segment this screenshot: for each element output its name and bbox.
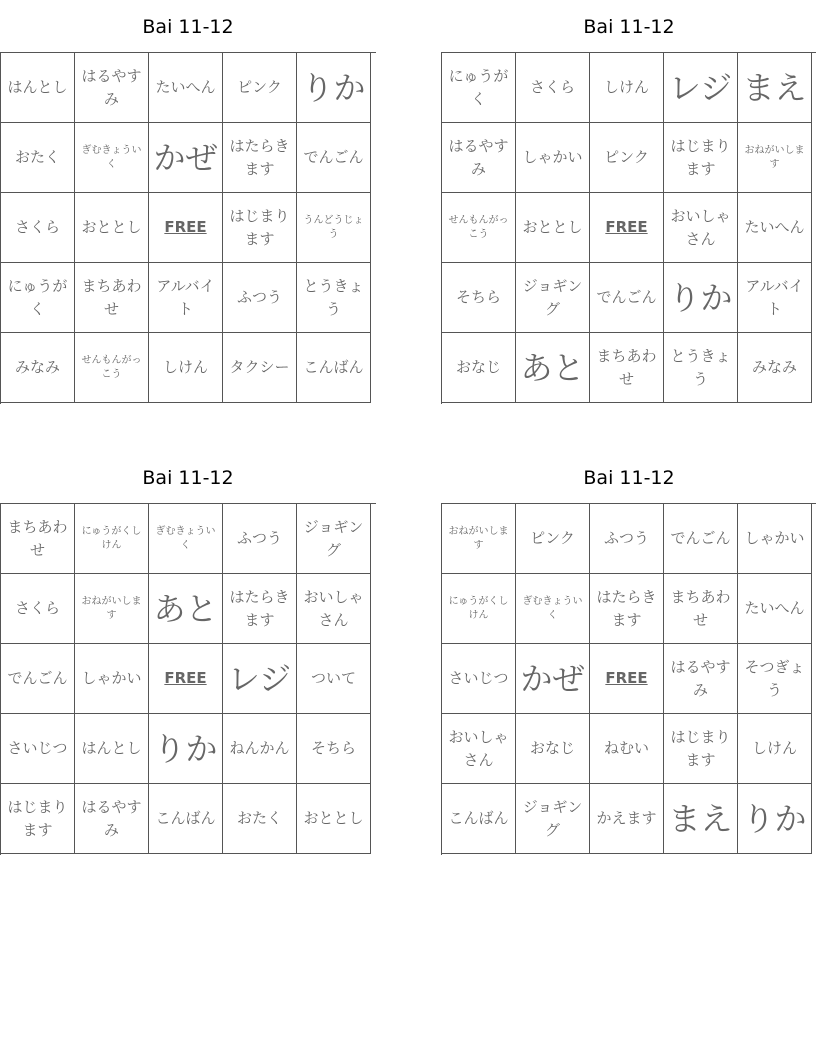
bingo-cell: しゃかい <box>75 644 149 714</box>
bingo-cell: せんもんがっこう <box>75 333 149 403</box>
free-space: FREE <box>149 644 223 714</box>
bingo-cell: ジョギング <box>516 784 590 854</box>
bingo-cell: とうきょう <box>664 333 738 403</box>
bingo-cell: かぜ <box>149 123 223 193</box>
bingo-cell: ふつう <box>590 504 664 574</box>
bingo-cell: おなじ <box>442 333 516 403</box>
bingo-cell: さいじつ <box>1 714 75 784</box>
bingo-cell: はるやすみ <box>75 53 149 123</box>
bingo-cell: おいしゃさん <box>297 574 371 644</box>
bingo-cell: ねんかん <box>223 714 297 784</box>
bingo-cell: りか <box>149 714 223 784</box>
bingo-cell: そつぎょう <box>738 644 812 714</box>
bingo-cell: にゅうがく <box>1 263 75 333</box>
bingo-grid <box>441 503 816 855</box>
bingo-cell: りか <box>664 263 738 333</box>
bingo-cell: さくら <box>516 53 590 123</box>
bingo-cell: さいじつ <box>442 644 516 714</box>
bingo-cell: ジョギング <box>516 263 590 333</box>
bingo-cell: ふつう <box>223 504 297 574</box>
free-space: FREE <box>590 644 664 714</box>
bingo-cell: ねむい <box>590 714 664 784</box>
bingo-cell: りか <box>297 53 371 123</box>
bingo-cell: アルバイト <box>149 263 223 333</box>
card-title: Bai 11-12 <box>583 467 675 489</box>
card-title: Bai 11-12 <box>142 16 234 38</box>
bingo-cell: おととし <box>75 193 149 263</box>
bingo-cell: しけん <box>590 53 664 123</box>
bingo-cell: はるやすみ <box>664 644 738 714</box>
bingo-cell: かぜ <box>516 644 590 714</box>
bingo-cell: まちあわせ <box>1 504 75 574</box>
bingo-cell: おととし <box>297 784 371 854</box>
bingo-cell: はたらきます <box>223 123 297 193</box>
bingo-cell: そちら <box>442 263 516 333</box>
bingo-cell: でんごん <box>1 644 75 714</box>
free-space: FREE <box>590 193 664 263</box>
bingo-cell: しけん <box>149 333 223 403</box>
bingo-cell: おととし <box>516 193 590 263</box>
bingo-cell: おねがいします <box>738 123 812 193</box>
bingo-cell: しゃかい <box>738 504 812 574</box>
bingo-cell: はじまります <box>1 784 75 854</box>
bingo-cell: おねがいします <box>75 574 149 644</box>
bingo-cell: こんばん <box>149 784 223 854</box>
bingo-cell: りか <box>738 784 812 854</box>
bingo-cell: こんばん <box>297 333 371 403</box>
bingo-cell: みなみ <box>738 333 812 403</box>
bingo-cell: でんごん <box>590 263 664 333</box>
bingo-cell: そちら <box>297 714 371 784</box>
bingo-cell: まちあわせ <box>590 333 664 403</box>
bingo-cell: にゅうがくしけん <box>442 574 516 644</box>
bingo-grid <box>0 503 376 855</box>
bingo-cell: レジ <box>664 53 738 123</box>
bingo-card-4 <box>441 463 816 839</box>
bingo-cell: しゃかい <box>516 123 590 193</box>
bingo-card-2 <box>441 12 816 388</box>
bingo-cell: はるやすみ <box>442 123 516 193</box>
bingo-cell: ふつう <box>223 263 297 333</box>
bingo-cell: ぎむきょういく <box>516 574 590 644</box>
bingo-cell: ぎむきょういく <box>75 123 149 193</box>
bingo-grid <box>441 52 816 404</box>
free-space: FREE <box>149 193 223 263</box>
bingo-cell: さくら <box>1 574 75 644</box>
bingo-cell: レジ <box>223 644 297 714</box>
bingo-cell: おたく <box>1 123 75 193</box>
bingo-cell: はたらきます <box>223 574 297 644</box>
bingo-cell: こんばん <box>442 784 516 854</box>
bingo-cell: しけん <box>738 714 812 784</box>
bingo-cell: まえ <box>664 784 738 854</box>
bingo-cell: ついて <box>297 644 371 714</box>
bingo-cell: まちあわせ <box>664 574 738 644</box>
bingo-cell: たいへん <box>149 53 223 123</box>
bingo-cell: はんとし <box>75 714 149 784</box>
bingo-cell: タクシー <box>223 333 297 403</box>
bingo-cell: はじまります <box>664 123 738 193</box>
bingo-cell: まえ <box>738 53 812 123</box>
bingo-cell: たいへん <box>738 193 812 263</box>
bingo-cell: ピンク <box>516 504 590 574</box>
bingo-cell: みなみ <box>1 333 75 403</box>
bingo-cell: にゅうがくしけん <box>75 504 149 574</box>
bingo-cell: まちあわせ <box>75 263 149 333</box>
bingo-cell: うんどうじょう <box>297 193 371 263</box>
bingo-cell: アルバイト <box>738 263 812 333</box>
bingo-cell: あと <box>516 333 590 403</box>
bingo-cell: ジョギング <box>297 504 371 574</box>
bingo-cell: おいしゃさん <box>442 714 516 784</box>
bingo-cell: さくら <box>1 193 75 263</box>
card-title: Bai 11-12 <box>583 16 675 38</box>
bingo-cell: おねがいします <box>442 504 516 574</box>
bingo-cell: はんとし <box>1 53 75 123</box>
bingo-cell: はじまります <box>223 193 297 263</box>
bingo-cell: はるやすみ <box>75 784 149 854</box>
bingo-cell: はたらきます <box>590 574 664 644</box>
bingo-cell: あと <box>149 574 223 644</box>
bingo-cell: ピンク <box>590 123 664 193</box>
bingo-card-1 <box>0 12 376 380</box>
bingo-cell: たいへん <box>738 574 812 644</box>
bingo-cell: おなじ <box>516 714 590 784</box>
bingo-cell: ピンク <box>223 53 297 123</box>
bingo-cell: かえます <box>590 784 664 854</box>
bingo-card-3 <box>0 463 376 839</box>
bingo-cell: おいしゃさん <box>664 193 738 263</box>
card-title: Bai 11-12 <box>142 467 234 489</box>
bingo-cell: せんもんがっこう <box>442 193 516 263</box>
bingo-cell: でんごん <box>297 123 371 193</box>
bingo-grid <box>0 52 376 404</box>
bingo-cell: ぎむきょういく <box>149 504 223 574</box>
bingo-cell: はじまります <box>664 714 738 784</box>
bingo-cell: とうきょう <box>297 263 371 333</box>
bingo-cell: おたく <box>223 784 297 854</box>
bingo-cell: でんごん <box>664 504 738 574</box>
bingo-cell: にゅうがく <box>442 53 516 123</box>
